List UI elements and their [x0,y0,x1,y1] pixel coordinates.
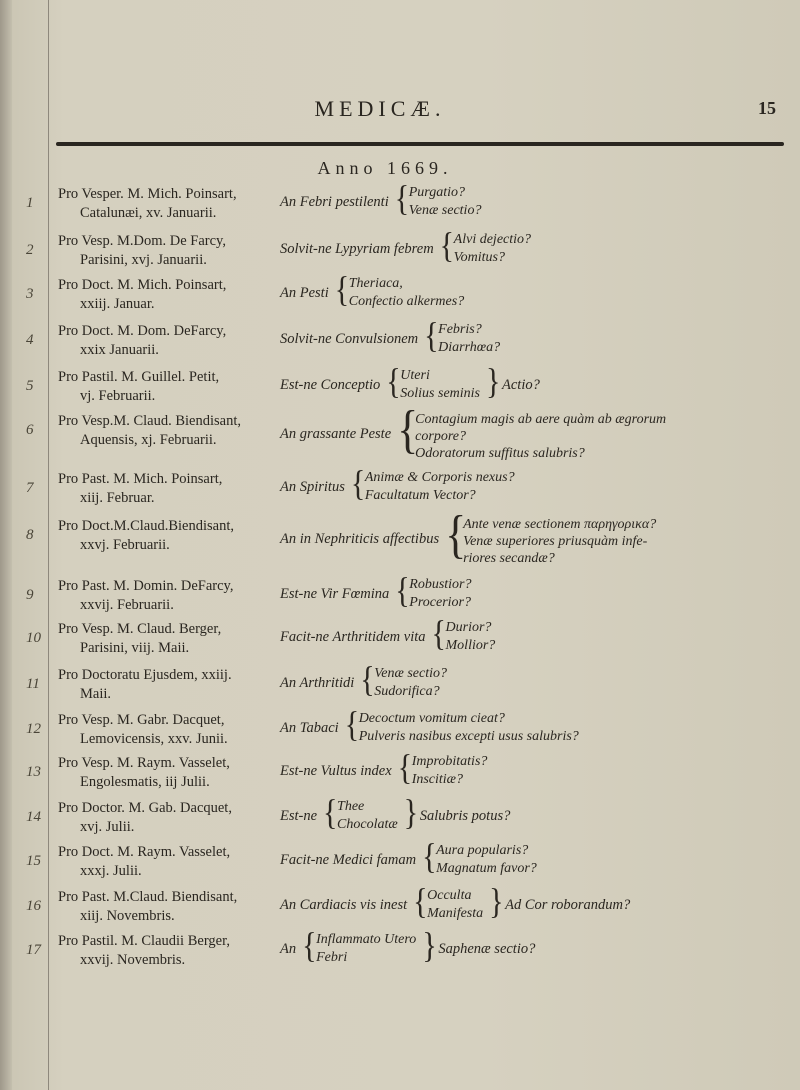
thesis-question [280,505,790,573]
entry-number: 5 [26,378,34,394]
presider-line-2: vj. Februarii. [80,388,156,404]
question-text: An in Nephriticis affectibus [280,531,440,547]
answer-option: Solius seminis [400,386,481,401]
presider [58,888,272,926]
answer-option: riores secandæ? [463,551,555,566]
answer-option: Febri [316,950,348,965]
presider-line-1: Pro Past. M. Mich. Poinsart, [58,471,223,487]
question-text: Facit-ne Medici famam [280,852,417,868]
question-text: An [280,941,297,957]
brace-glyph: { [344,704,360,745]
question-text: Est-ne Conceptio [280,377,381,393]
brace-glyph: { [323,792,338,833]
thesis-question [280,400,790,468]
brace-glyph: { [445,505,467,565]
entry-number: 3 [26,286,34,302]
presider-line-2: xxix Januarii. [80,342,159,358]
presider [58,232,272,270]
presider [58,932,272,970]
closing-brace-glyph: } [489,881,504,922]
presider-line-2: Parisini, xvj. Januarii. [80,252,207,268]
presider-line-2: Lemovicensis, xxv. Junii. [80,731,228,747]
running-head [0,96,800,126]
question-text: Est-ne Vultus index [280,763,392,779]
answer-option: Ante venæ sectionem παρηγορικα? [463,517,657,532]
answer-option: Animæ & Corporis nexus? [364,470,515,485]
presider [58,517,272,555]
answer-option: Venæ sectio? [408,203,482,218]
question-text: An Cardiacis vis inest [280,897,408,913]
presider [58,843,272,881]
shared-predicate: Salubris potus? [419,808,511,824]
answer-option: Purgatio? [408,185,465,200]
answer-option: Contagium magis ab aere quàm ab ægrorum [415,412,667,427]
presider-line-2: xxiij. Januar. [80,296,155,312]
brace-glyph: { [395,570,410,611]
presider [58,322,272,360]
presider-line-2: xxvj. Februarii. [80,537,170,553]
page-binding [0,0,12,1090]
presider-line-1: Pro Vesper. M. Mich. Poinsart, [58,186,237,202]
answer-option: Sudorifica? [374,684,440,699]
presider [58,754,272,792]
answer-option: Thee [337,799,365,814]
answer-option: Mollior? [445,638,496,653]
brace-glyph: { [360,659,375,700]
answer-option: Decoctum vomitum cieat? [358,711,505,726]
presider-line-2: xxxj. Julii. [80,863,142,879]
presider-line-2: xvj. Julii. [80,819,135,835]
brace-glyph: { [439,225,455,266]
shared-predicate: Actio? [502,377,540,393]
answer-option: Diarrhœa? [438,340,501,355]
presider-line-1: Pro Pastil. M. Guillel. Petit, [58,369,220,385]
presider-line-1: Pro Past. M. Domin. DeFarcy, [58,578,234,594]
running-title: MEDICÆ. [314,96,446,121]
thesis-question [280,925,790,988]
answer-option: Theriaca, [348,276,403,291]
presider [58,666,272,704]
presider-line-2: xiij. Novembris. [80,908,175,924]
brace-glyph: { [397,400,419,460]
answer-option: Confectio alkermes? [348,294,465,309]
brace-glyph: { [422,836,437,877]
answer-option: Odoratorum suffitus salubris? [415,446,585,461]
presider-line-1: Pro Vesp. M. Raym. Vasselet, [58,755,230,771]
presider [58,799,272,837]
entry-number: 6 [26,422,34,438]
question-text: An Tabaci [280,720,339,736]
entry-number: 9 [26,587,34,603]
answer-option: Procerior? [409,595,471,610]
question-text: Solvit-ne Convulsionem [280,331,419,347]
presider [58,470,272,508]
answer-option: Venæ superiores priusquàm infe- [463,534,648,549]
brace-glyph: { [397,747,413,788]
presider-line-1: Pro Doct. M. Dom. DeFarcy, [58,323,227,339]
answer-option: Inscitiæ? [411,772,464,787]
answer-option: Occulta [427,888,472,903]
question-text: Est-ne [280,808,318,824]
answer-option: Robustior? [409,577,472,592]
shared-predicate: Ad Cor roborandum? [505,897,631,913]
question-text: Facit-ne Arthritidem vita [280,629,426,645]
year-heading: Anno 1669. [317,158,453,178]
brace-glyph: { [431,613,446,654]
entry-number: 1 [26,195,34,211]
presider [58,368,272,406]
presider-line-1: Pro Doct.M.Claud.Biendisant, [58,518,235,534]
presider-line-2: Engolesmatis, iij Julii. [80,774,210,790]
entry-number: 16 [26,898,41,914]
entry-number: 4 [26,332,34,348]
answer-option: Pulveris nasibus excepti usus salubris? [358,729,579,744]
margin-rule [48,0,49,1090]
entry-number: 13 [26,764,41,780]
answer-option: Durior? [445,620,492,635]
answer-option: Febris? [438,322,482,337]
presider-line-2: xxvij. Februarii. [80,597,174,613]
brace-glyph: { [394,178,410,219]
brace-glyph: { [413,881,428,922]
presider [58,276,272,314]
entry-number: 10 [26,630,41,646]
entry-number: 11 [26,676,40,692]
closing-brace-glyph: } [403,792,419,833]
question-text: An Arthritidi [280,675,355,691]
entry-number: 7 [26,480,34,496]
brace-glyph: { [386,361,401,402]
presider [58,412,272,450]
presider-line-2: Parisini, viij. Maii. [80,640,190,656]
presider-line-1: Pro Vesp.M. Claud. Biendisant, [58,413,241,429]
question-text: An Pesti [280,285,329,301]
presider-line-1: Pro Doct. M. Mich. Poinsart, [58,277,227,293]
presider-line-2: Aquensis, xj. Februarii. [80,432,217,448]
presider-line-2: xxvij. Novembris. [80,952,186,968]
closing-brace-glyph: } [422,925,437,966]
presider [58,711,272,749]
question-text: Est-ne Vir Fœmina [280,586,390,602]
question-text: An grassante Peste [280,426,392,442]
question-text: An Spiritus [280,479,345,495]
presider-line-1: Pro Doctoratu Ejusdem, xxiij. [58,667,232,683]
question-text: Solvit-ne Lypyriam febrem [280,241,434,257]
presider-line-1: Pro Pastil. M. Claudii Berger, [58,933,230,949]
question-text: An Febri pestilenti [280,194,389,210]
answer-option: Venæ sectio? [374,666,447,681]
presider-line-2: Catalunæi, xv. Januarii. [80,205,217,221]
answer-option: Inflammato Utero [316,932,417,947]
page-number: 15 [758,98,776,118]
entry-number: 15 [26,853,41,869]
shared-predicate: Saphenæ sectio? [438,941,536,957]
presider-line-2: Maii. [80,686,112,702]
brace-glyph: { [424,315,439,356]
answer-option: Vomitus? [453,250,506,265]
entry-number: 2 [26,242,34,258]
brace-glyph: { [334,269,350,310]
entry-number: 12 [26,721,41,737]
entry-number: 14 [26,809,41,825]
presider [58,620,272,658]
presider [58,185,272,223]
presider [58,577,272,615]
presider-line-1: Pro Past. M.Claud. Biendisant, [58,889,238,905]
answer-option: Alvi dejectio? [453,232,532,247]
entry-number: 17 [26,942,41,958]
entry-number: 8 [26,527,34,543]
answer-option: Aura popularis? [436,843,529,858]
presider-line-1: Pro Vesp. M. Claud. Berger, [58,621,222,637]
brace-glyph: { [302,925,317,966]
brace-glyph: { [350,463,366,504]
presider-line-2: xiij. Februar. [80,490,155,506]
presider-line-1: Pro Vesp. M.Dom. De Farcy, [58,233,226,249]
answer-option: Improbitatis? [411,754,488,769]
answer-option: Magnatum favor? [436,861,537,876]
presider-line-1: Pro Doct. M. Raym. Vasselet, [58,844,231,860]
closing-brace-glyph: } [486,361,501,402]
presider-line-1: Pro Vesp. M. Gabr. Dacquet, [58,712,225,728]
answer-option: Chocolatæ [337,817,398,832]
answer-option: Facultatum Vector? [364,488,476,503]
answer-option: corpore? [415,429,466,444]
answer-option: Uteri [400,368,430,383]
presider-line-1: Pro Doctor. M. Gab. Dacquet, [58,800,232,816]
answer-option: Manifesta [427,906,484,921]
header-rule [56,142,784,146]
